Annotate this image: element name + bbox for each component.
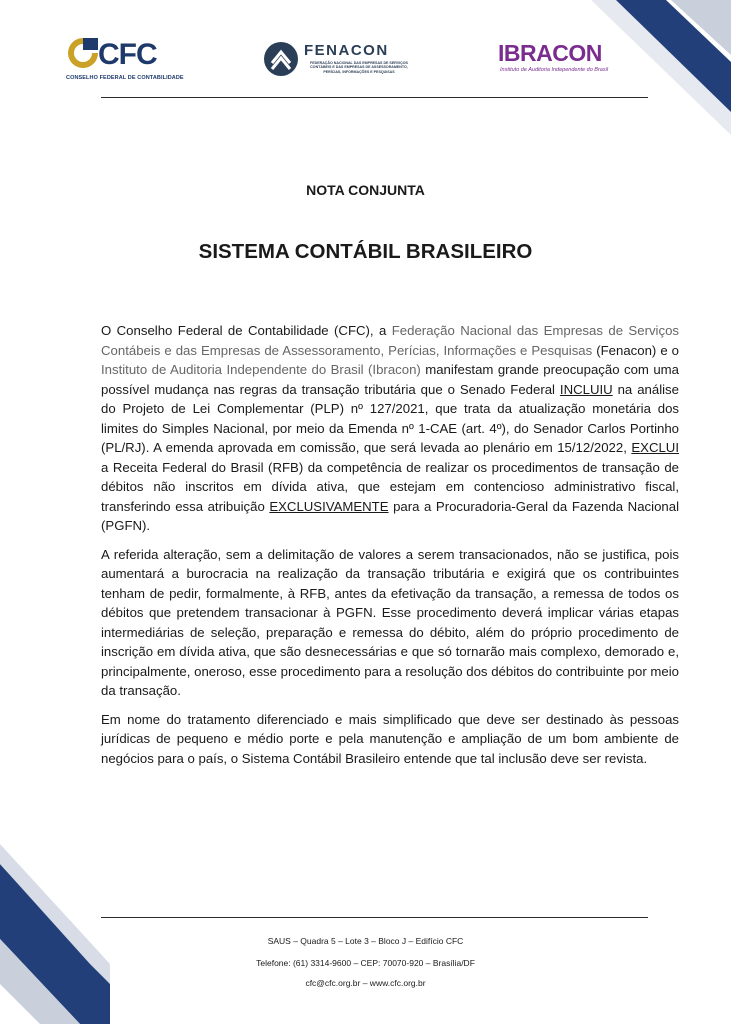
header-divider (101, 97, 648, 98)
footer-divider (101, 917, 648, 918)
paragraph-1 (101, 321, 679, 536)
p1-text-k: para a Procuradoria-Geral da Fazenda Nacional (PGFN). (101, 498, 679, 533)
cfc-logo-subtitle: CONSELHO FEDERAL DE CONTABILIDADE (66, 75, 184, 81)
p1-underline-exclusivamente: EXCLUSIVAMENTE (269, 498, 389, 514)
fenacon-logo (262, 40, 412, 82)
p1-text-g: na análise do Projeto de Lei Complementar (PLP) nº 127/2021, que trata da atualização monetária dos limites do Simples Nacional, por meio da Emenda nº 1-CAE (art. 4º), do Senador Carlos Portinho (PL/RJ). A emenda aprovada em comissão, que será levada ao plenário em 15/12/2022, (101, 381, 679, 455)
fenacon-logo-text: FENACON (304, 42, 389, 59)
p1-fenacon-name: Federação Nacional das Empresas de Serviços Contábeis e das Empresas de Assessoramento, Perícias, Informações e Pesquisas (101, 323, 680, 358)
p1-text-c: (Fenacon) e o (592, 342, 679, 358)
corner-stripe-bottom-left (0, 844, 110, 1024)
footer-address: SAUS – Quadra 5 – Lote 3 – Bloco J – Edifício CFC (267, 936, 464, 946)
footer-contact-link[interactable]: cfc@cfc.org.br – www.cfc.org.br (305, 978, 426, 988)
document-title: SISTEMA CONTÁBIL BRASILEIRO (198, 240, 533, 263)
cfc-logo-icon (66, 36, 100, 70)
p1-text-a: O Conselho Federal de Contabilidade (CFC), a (101, 323, 392, 338)
footer-phone: Telefone: (61) 3314-9600 – CEP: 70070-920 – Brasília/DF (256, 958, 475, 968)
paragraph-2: A referida alteração, sem a delimitação de valores a serem transacionados, não se justifica, pois aumentará a burocracia na realização da transação tributária e exigirá que os contribuintes tenham de pedir, formalmente, à RFB, antes da efetivação da transação, a remessa de todos os débitos que pretendem transacionar à PGFN. Esse procedimento deverá implicar várias etapas intermediárias de seleção, preparação e remessa do débito, além do próprio procedimento de inscrição em dívida ativa, que são desnecessárias e que só tornarão mais complexo, demorado e, principalmente, oneroso, esse procedimento para a resolução dos débitos do contribuinte por meio da transação. (101, 546, 679, 698)
fenacon-logo-icon (262, 40, 300, 78)
document-label: NOTA CONJUNTA (306, 182, 425, 198)
paragraph-3: Em nome do tratamento diferenciado e mais simplificado que deve ser destinado às pessoas jurídicas de pequeno e médio porte e pela manutenção e ampliação de um bom ambiente de negócios para o país, o Sistema Contábil Brasileiro entende que tal inclusão deve ser revista. (101, 711, 679, 766)
p1-underline-incluiu: INCLUIU (559, 381, 613, 397)
cfc-logo (66, 36, 184, 86)
p1-ibracon-name: Instituto de Auditoria Independente do Brasil (Ibracon) (101, 362, 421, 377)
p1-text-i: a Receita Federal do Brasil (RFB) da competência de realizar os procedimentos de transação de débitos não inscritos em dívida ativa, que estejam em contencioso administrativo fiscal, transferindo essa atribuição (101, 459, 679, 514)
ibracon-logo (498, 40, 628, 80)
fenacon-logo-subtitle: FEDERAÇÃO NACIONAL DAS EMPRESAS DE SERVIÇOS CONTÁBEIS E DAS EMPRESAS DE ASSESSORAMENTO, PERÍCIAS, INFORMAÇÕES E PESQUISAS (310, 61, 408, 74)
ibracon-logo-text: IBRACON (498, 40, 602, 66)
ibracon-logo-subtitle: Instituto de Auditoria Independente do Brasil (500, 67, 609, 73)
p1-underline-exclui: EXCLUI (631, 440, 679, 455)
p1-text-e: manifestam grande preocupação com uma possível mudança nas regras da transação tributária que o Senado Federal (101, 362, 679, 397)
document-body (101, 321, 679, 777)
cfc-logo-text: CFC (98, 38, 157, 71)
